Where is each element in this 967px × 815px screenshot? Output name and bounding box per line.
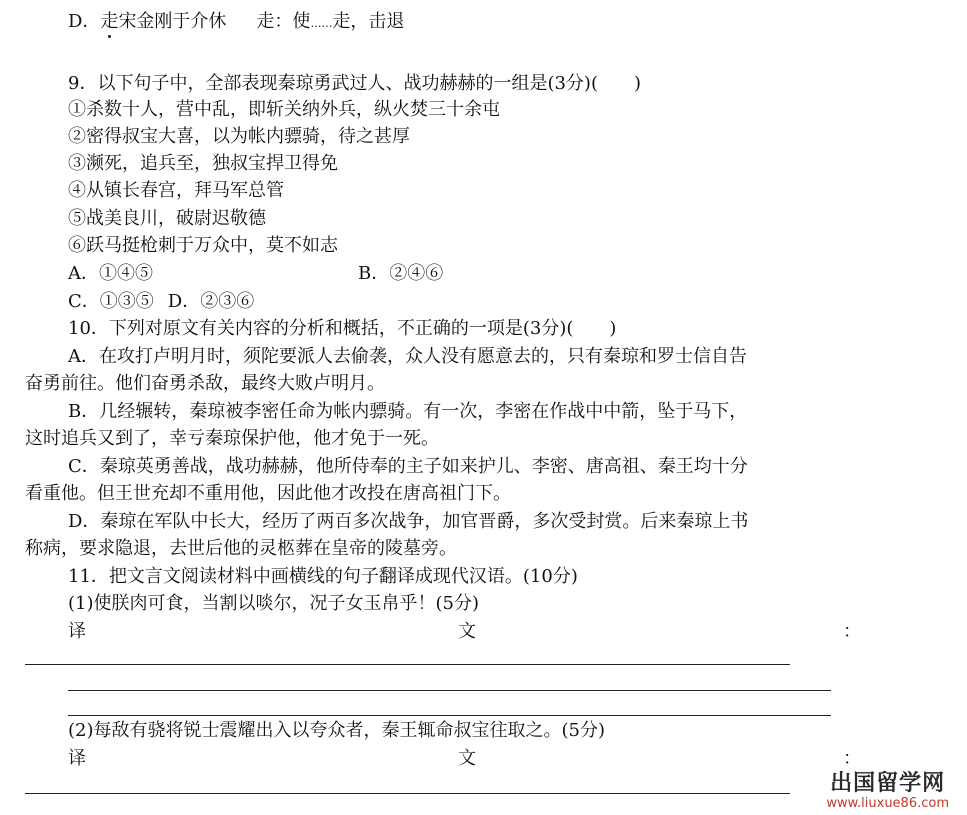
q10-option-c: C．秦琼英勇善战，战功赫赫，他所侍奉的主子如来护儿、李密、唐高祖、秦王均十分 <box>68 456 748 477</box>
answer-line[interactable] <box>68 715 831 716</box>
translation-label-yi: 译 <box>68 621 86 642</box>
q9-item: ⑥跃马挺枪刺于万众中，莫不如志 <box>68 235 338 256</box>
answer-line[interactable] <box>68 690 831 691</box>
answer-line[interactable] <box>25 793 790 794</box>
translation-label-colon: ： <box>843 621 861 642</box>
q11-sentence-1: (1)使朕肉可食，当割以啖尔，况子女玉帛乎！(5分) <box>68 593 479 614</box>
q10-option-a-cont: 奋勇前往。他们奋勇杀敌，最终大败卢明月。 <box>25 373 385 394</box>
q9-option-d: D．②③⑥ <box>167 291 255 312</box>
q9-item: ③濒死，追兵至，独叔宝捍卫得免 <box>68 153 338 174</box>
q10-option-d: D．秦琼在军队中长大，经历了两百多次战争，加官晋爵，多次受封赏。后来秦琼上书 <box>68 511 749 532</box>
option-phrase: 宋金刚于介休 <box>118 11 227 32</box>
option-gloss: 走：使 <box>256 11 311 32</box>
q10-option-b: B．几经辗转，秦琼被李密任命为帐内骠骑。有一次，李密在作战中中箭，坠于马下， <box>68 401 748 422</box>
answer-line[interactable] <box>25 664 790 665</box>
translation-label-wen: 文 <box>458 621 476 642</box>
q9-option-b: B．②④⑥ <box>358 263 444 284</box>
q11-stem: 11．把文言文阅读材料中画横线的句子翻译成现代汉语。(10分) <box>68 566 578 587</box>
q9-item: ④从镇长春宫，拜马军总管 <box>68 180 284 201</box>
emphasized-word: 走 <box>100 11 119 32</box>
q8-option-d <box>68 10 404 36</box>
q9-option-a: A．①④⑤ <box>68 263 153 284</box>
q10-option-a: A．在攻打卢明月时，须陀要派人去偷袭，众人没有愿意去的，只有秦琼和罗士信自告 <box>68 346 747 367</box>
q10-option-d-cont: 称病，要求隐退，去世后他的灵柩葬在皇帝的陵墓旁。 <box>25 538 457 559</box>
q9-item: ①杀数十人，营中乱，即斩关纳外兵，纵火焚三十余屯 <box>68 99 500 120</box>
q9-item: ②密得叔宝大喜，以为帐内骠骑，待之甚厚 <box>68 126 410 147</box>
translation-label-wen: 文 <box>458 748 476 769</box>
q10-option-b-cont: 这时追兵又到了，幸亏秦琼保护他，他才免于一死。 <box>25 428 439 449</box>
option-label: D． <box>68 11 101 32</box>
q9-option-c: C．①③⑤ <box>68 291 154 312</box>
q11-sentence-2: (2)每敌有骁将锐士震耀出入以夸众者，秦王辄命叔宝往取之。(5分) <box>68 720 605 741</box>
site-watermark <box>826 772 949 811</box>
translation-label-yi: 译 <box>68 748 86 769</box>
q10-option-c-cont: 看重他。但王世充却不重用他，因此他才改投在唐高祖门下。 <box>25 483 511 504</box>
option-ellipsis: …… <box>310 17 333 30</box>
watermark-url: www.liuxue86.com <box>826 796 949 811</box>
q9-options-cd <box>68 290 254 314</box>
watermark-title: 出国留学网 <box>830 771 946 796</box>
q9-stem: 9．以下句子中，全部表现秦琼勇武过人、战功赫赫的一组是(3分)( ) <box>68 73 641 94</box>
q10-stem: 10．下列对原文有关内容的分析和概括，不正确的一项是(3分)( ) <box>68 318 617 339</box>
q9-item: ⑤战美良川，破尉迟敬德 <box>68 208 266 229</box>
option-gloss-rest: 走，击退 <box>332 11 405 32</box>
translation-label-colon: ： <box>843 748 861 769</box>
